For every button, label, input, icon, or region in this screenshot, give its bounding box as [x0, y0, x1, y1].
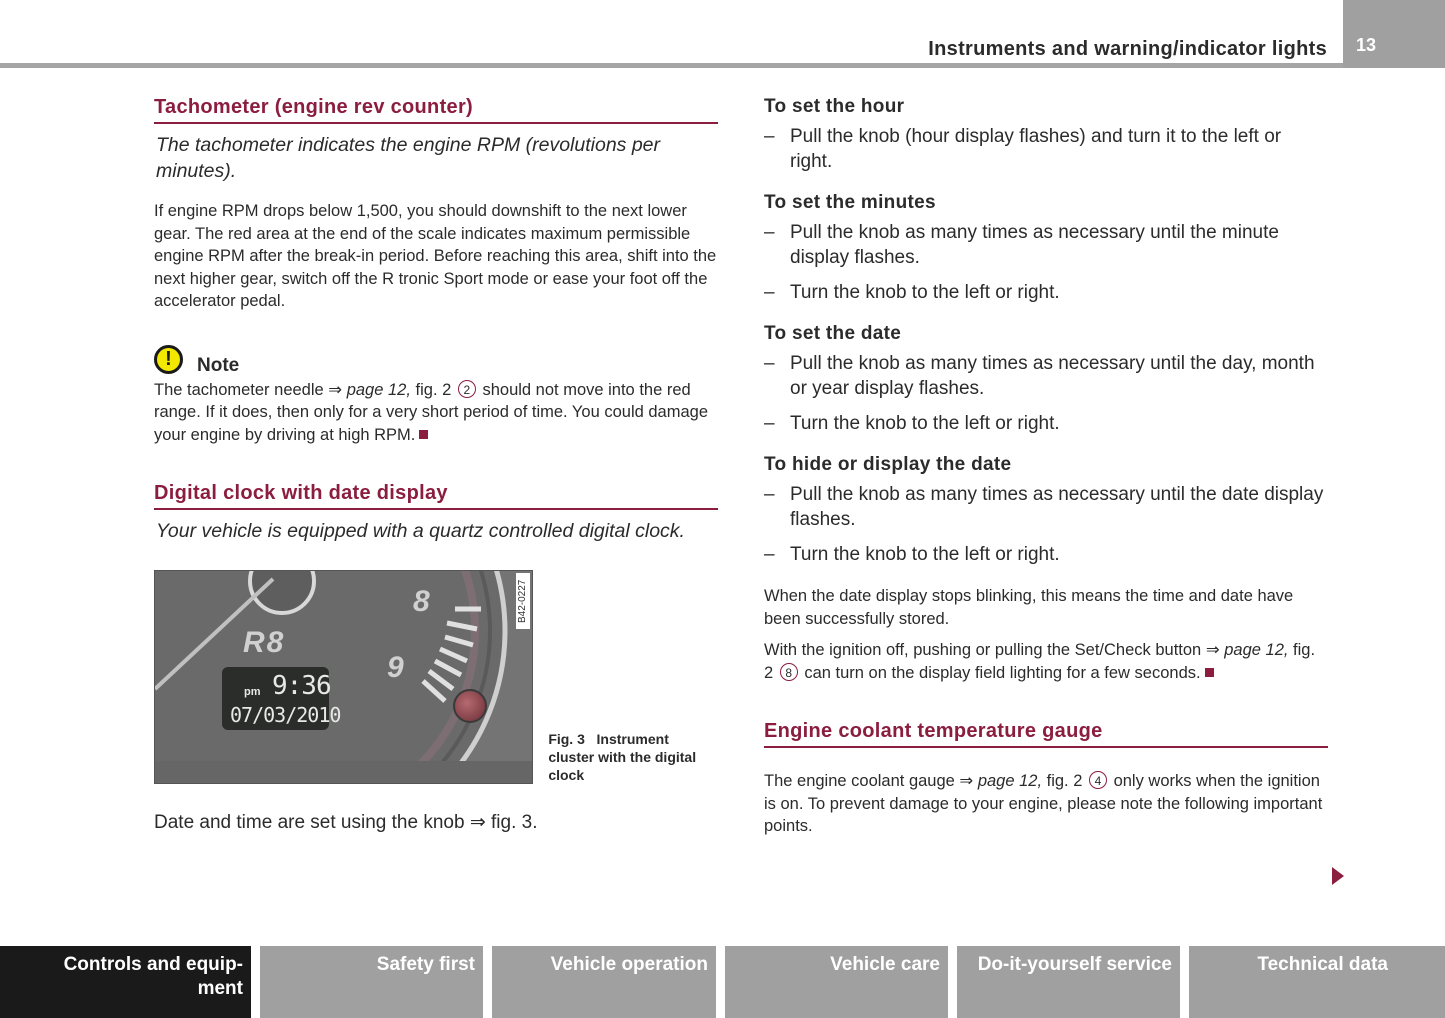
continue-arrow-icon[interactable]: [1332, 867, 1344, 885]
footer-navigation: [0, 946, 1445, 1018]
list-item: – Turn the knob to the left or right.: [764, 544, 1060, 565]
coolant-heading: Engine coolant temperature gauge: [764, 720, 1328, 748]
note-text: The tachometer needle ⇒ page 12, fig. 2 2 should not move into the red range. If it does, then only for a very short period of time. You could damage your engine by driving at high RPM.: [154, 380, 708, 444]
tachometer-lead: The tachometer indicates the engine RPM (revolutions per minutes).: [156, 134, 661, 182]
stored-text: When the date display stops blinking, this means the time and date have been successfully stored.: [764, 587, 1294, 628]
tab-safety-first[interactable]: Safety first: [260, 946, 483, 1018]
section-set-minutes: [764, 192, 1328, 305]
clock-date: 07/03/2010: [230, 703, 341, 727]
dial-number-8: 8: [413, 585, 430, 618]
list-item: – Turn the knob to the left or right.: [764, 413, 1060, 434]
hide-date-heading: To hide or display the date: [764, 454, 1012, 475]
figure-code: B42-0227: [516, 573, 530, 629]
setcheck-text: With the ignition off, pushing or pulling the Set/Check button ⇒ page 12, fig. 2 8 can turn on the display field lighting for a few seconds.: [764, 641, 1316, 682]
list-item: – Pull the knob as many times as necessary until the day, month or year display flashes.: [764, 353, 1315, 399]
figure-caption-label: Fig. 3: [548, 731, 585, 747]
set-knob: [453, 689, 487, 723]
section-end-marker: [1205, 668, 1214, 677]
clock-pm: pm: [244, 686, 261, 698]
instrument-cluster-figure: [154, 570, 533, 784]
set-date-heading: To set the date: [764, 323, 902, 344]
figure-reference-link[interactable]: fig. 3.: [485, 812, 538, 833]
list-item: – Pull the knob as many times as necessary until the minute display flashes.: [764, 222, 1279, 268]
chapter-title: Instruments and warning/indicator lights: [928, 38, 1327, 60]
tab-technical-data[interactable]: Technical data: [1189, 946, 1445, 1018]
tab-vehicle-operation[interactable]: Vehicle operation: [492, 946, 716, 1018]
note-label: Note: [197, 354, 240, 376]
figure-row: [154, 570, 718, 784]
clock-time: 9:36: [272, 671, 331, 701]
list-item: – Pull the knob as many times as necessary until the date display flashes.: [764, 484, 1324, 530]
page-number: 13: [1356, 35, 1377, 55]
section-end-marker: [419, 430, 428, 439]
tachometer-heading: Tachometer (engine rev counter): [154, 96, 718, 124]
arrow-icon: ⇒: [1205, 641, 1220, 659]
list-item: – Pull the knob (hour display flashes) and turn it to the left or right.: [764, 126, 1282, 172]
left-column: [154, 96, 718, 835]
dial-number-9: 9: [387, 651, 404, 684]
page-number-tab: [1343, 0, 1445, 68]
header-rule: [0, 63, 1445, 68]
coolant-text: The engine coolant gauge ⇒ page 12, fig. 2 4 only works when the ignition is on. To prevent damage to your engine, please note the following important points.: [764, 772, 1323, 835]
section-set-date: [764, 323, 1328, 436]
set-hour-heading: To set the hour: [764, 96, 905, 117]
note-header: [154, 343, 718, 377]
arrow-icon: ⇒: [469, 812, 486, 833]
gauge-illustration: [155, 571, 533, 784]
page-reference-link[interactable]: page 12,: [346, 380, 411, 399]
right-column: [764, 96, 1328, 838]
callout-number: 8: [780, 663, 798, 681]
arrow-icon: ⇒: [328, 380, 343, 399]
arrow-icon: ⇒: [959, 772, 974, 790]
clock-display: [222, 667, 341, 730]
tab-do-it-yourself-service[interactable]: Do-it-yourself service: [957, 946, 1180, 1018]
section-hide-date: [764, 454, 1328, 567]
callout-number: 4: [1089, 771, 1107, 789]
page-reference-link[interactable]: page 12,: [1219, 641, 1289, 659]
digital-clock-lead: Your vehicle is equipped with a quartz controlled digital clock.: [156, 520, 685, 542]
digital-clock-heading: Digital clock with date display: [154, 482, 718, 510]
callout-number: 2: [458, 380, 476, 398]
page-reference-link[interactable]: page 12,: [973, 772, 1043, 790]
tachometer-body: If engine RPM drops below 1,500, you should downshift to the next lower gear. The red area at the end of the scale indicates maximum permissible engine RPM after the break-in period. Before reaching this area, shift into the next higher gear, switch off the R tronic Sport mode or ease your foot off the accelerator pedal.: [154, 202, 717, 310]
figure-caption-text: Instrument cluster with the digital clock: [548, 731, 697, 783]
figure-caption: [548, 730, 718, 784]
digital-clock-body: Date and time are set using the knob ⇒ fig. 3.: [154, 812, 538, 833]
r8-logo: R8: [243, 626, 286, 659]
warning-exclamation-icon: !: [154, 345, 183, 374]
tab-controls-and-equipment[interactable]: Controls and equip- ment: [0, 946, 251, 1018]
set-minutes-heading: To set the minutes: [764, 192, 936, 213]
tab-vehicle-care[interactable]: Vehicle care: [725, 946, 948, 1018]
section-set-hour: [764, 96, 1328, 174]
list-item: – Turn the knob to the left or right.: [764, 282, 1060, 303]
